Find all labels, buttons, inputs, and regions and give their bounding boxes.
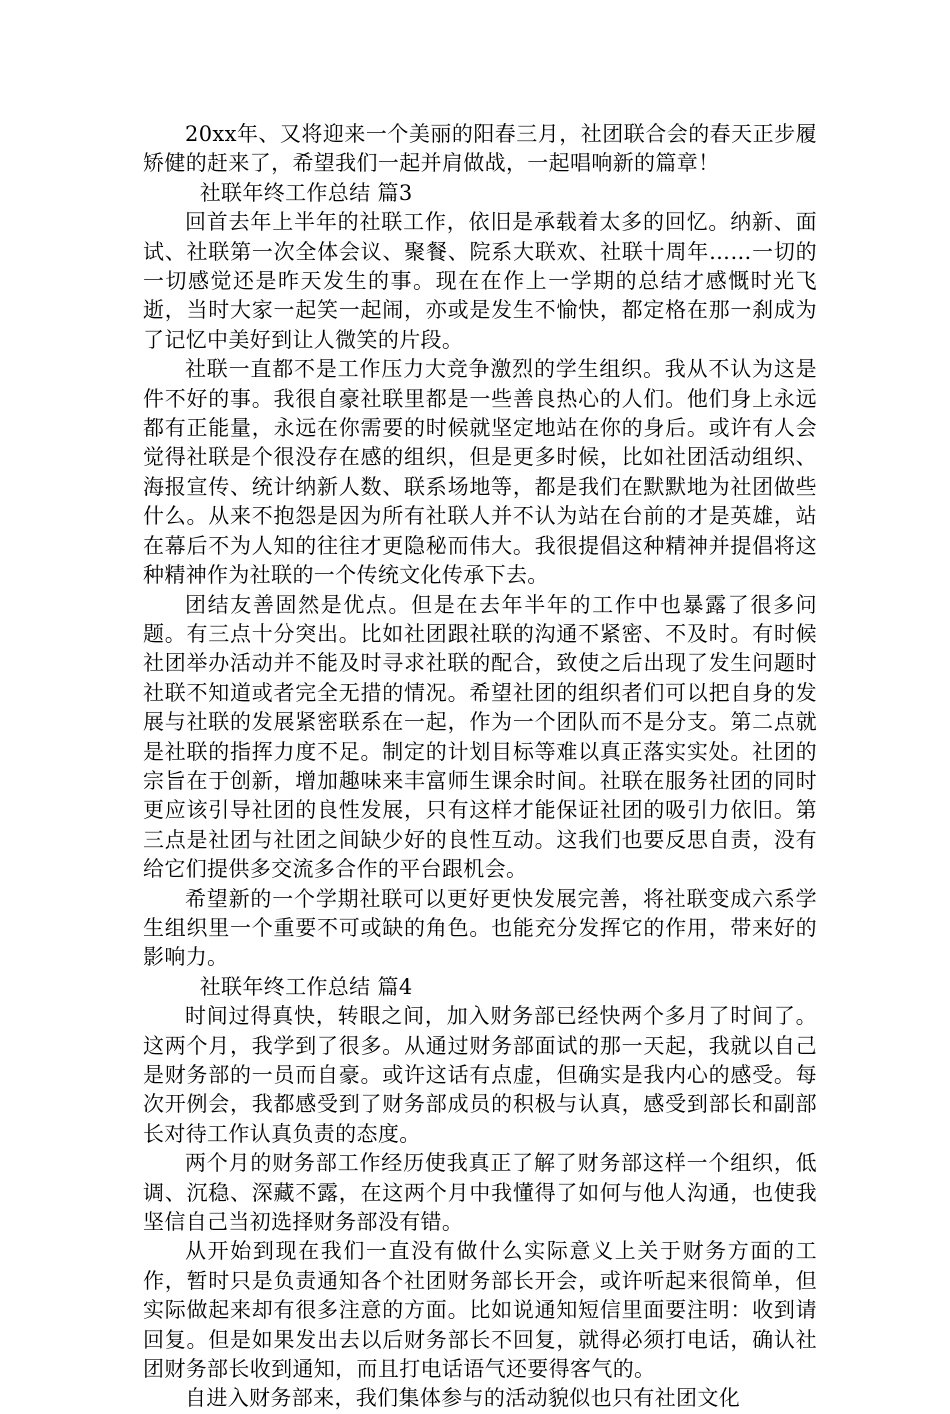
paragraph: 自进入财务部来，我们集体参与的活动貌似也只有社团文化 — [185, 1386, 741, 1411]
paragraph: 时间过得真快，转眼之间，加入财务部已经快两个多月了时间了。这两个月，我学到了很多。从通过财务部面试的那一天起，我就以自己是财务部的一员而自豪。或许这话有点虚，但确实是我内心的感受。每次开例会，我都感受到了财务部成员的积极与认真，感受到部长和副部长对待工作认真负责的态度。 — [143, 1004, 817, 1146]
paragraph: 希望新的一个学期社联可以更好更快发展完善，将社联变成六系学生组织里一个重要不可或缺的角色。也能充分发挥它的作用，带来好的影响力。 — [143, 886, 817, 970]
paragraph: 回首去年上半年的社联工作，依旧是承载着太多的回忆。纳新、面试、社联第一次全体会议、聚餐、院系大联欢、社联十周年……一切的一切感觉还是昨天发生的事。现在在作上一学期的总结才感慨时光飞逝，当时大家一起笑一起闹，亦或是发生不愉快，都定格在那一刹成为了记忆中美好到让人微笑的片段。 — [143, 210, 817, 352]
section-heading-4: 社联年终工作总结 篇4 — [199, 974, 413, 999]
paragraph: 两个月的财务部工作经历使我真正了解了财务部这样一个组织，低调、沉稳、深藏不露，在这两个月中我懂得了如何与他人沟通，也使我坚信自己当初选择财务部没有错。 — [143, 1151, 817, 1235]
document-page — [143, 120, 817, 1414]
paragraph: 社联一直都不是工作压力大竞争激烈的学生组织。我从不认为这是件不好的事。我很自豪社联里都是一些善良热心的人们。他们身上永远都有正能量，永远在你需要的时候就坚定地站在你的身后。或许有人会觉得社联是个很没存在感的组织，但是更多时候，比如社团活动组织、海报宣传、统计纳新人数、联系场地等，都是我们在默默地为社团做些什么。从来不抱怨是因为所有社联人并不认为站在台前的才是英雄，站在幕后不为人知的往往才更隐秘而伟大。我很提倡这种精神并提倡将这种精神作为社联的一个传统文化传承下去。 — [143, 357, 817, 588]
paragraph: 团结友善固然是优点。但是在去年半年的工作中也暴露了很多问题。有三点十分突出。比如社团跟社联的沟通不紧密、不及时。有时候社团举办活动并不能及时寻求社联的配合，致使之后出现了发生问题时社联不知道或者完全无措的情况。希望社团的组织者们可以把自身的发展与社联的发展紧密联系在一起，作为一个团队而不是分支。第二点就是社联的指挥力度不足。制定的计划目标等难以真正落实实处。社团的宗旨在于创新，增加趣味来丰富师生课余时间。社联在服务社团的同时更应该引导社团的良性发展，只有这样才能保证社团的吸引力依旧。第三点是社团与社团之间缺少好的良性互动。这我们也要反思自责，没有给它们提供多交流多合作的平台跟机会。 — [143, 592, 817, 882]
paragraph-opening: 20xx年、又将迎来一个美丽的阳春三月，社团联合会的春天正步履矫健的赶来了，希望我们一起并肩做战，一起唱响新的篇章！ — [143, 122, 817, 176]
paragraph: 从开始到现在我们一直没有做什么实际意义上关于财务方面的工作，暂时只是负责通知各个社团财务部长开会，或许听起来很简单，但实际做起来却有很多注意的方面。比如说通知短信里面要注明：收到请回复。但是如果发出去以后财务部长不回复，就得必须打电话，确认社团财务部长收到通知，而且打电话语气还要得客气的。 — [143, 1239, 817, 1382]
section-heading-3: 社联年终工作总结 篇3 — [199, 180, 413, 205]
